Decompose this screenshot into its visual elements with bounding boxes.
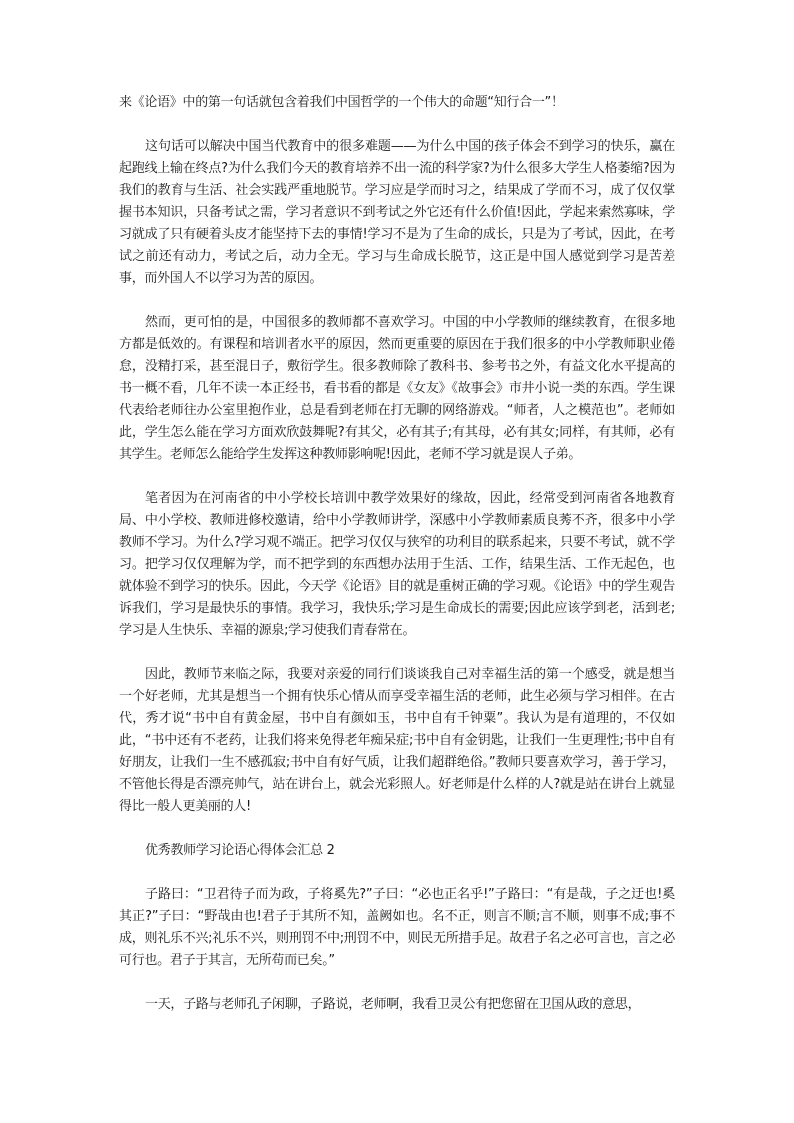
paragraph-intro: 来《论语》中的第一句话就包含着我们中国哲学的一个伟大的命题“知行合一”！ [119, 95, 564, 110]
paragraph-teachers-not-learning: 然而，更可怕的是，中国很多的教师都不喜欢学习。中国的中小学教师的继续教育，在很多地方都是低效的。有课程和培训者水平的原因，然而更重要的原因在于我们很多的中小学教师职业倦怠，没精打采，甚至混日子，敷衍学生。很多教师除了教科书、参考书之外，有益文化水平提高的书一概不看，几年不读一本正经书，看书看的都是《女友》《故事会》市井小说一类的东西。学生课代表给老师往办公室里抱作业，总是看到老师在打无聊的网络游戏。“师者，人之模范也”。老师如此，学生怎么能在学习方面欢欣鼓舞呢?有其父，必有其子;有其母，必有其女;同样，有其师，必有其学生。老师怎么能给学生发挥这种教师影响呢!因此，老师不学习就是误人子弟。 [119, 315, 675, 462]
paragraph-education-problems: 这句话可以解决中国当代教育中的很多难题——为什么中国的孩子体会不到学习的快乐，赢在起跑线上输在终点?为什么我们今天的教育培养不出一流的科学家?为什么很多大学生人格萎缩?因为我们的教育与生活、社会实践严重地脱节。学习应是学而时习之，结果成了学而不习，成了仅仅掌握书本知识，只备考试之需，学习者意识不到考试之外它还有什么价值!因此，学起来索然寡味，学习就成了只有硬着头皮才能坚持下去的事情!学习不是为了生命的成长，只是为了考试，因此，在考试之前还有动力，考试之后，动力全无。学习与生命成长脱节，这正是中国人感觉到学习是苦差事，而外国人不以学习为苦的原因。 [119, 139, 675, 286]
paragraph-teachers-day: 因此，教师节来临之际，我要对亲爱的同行们谈谈我自己对幸福生活的第一个感受，就是想当一个好老师，尤其是想当一个拥有快乐心情从而享受幸福生活的老师，此生必须与学习相伴。在古代，秀才说“书中自有黄金屋，书中自有颜如玉，书中自有千钟粟”。我认为是有道理的，不仅如此，“书中还有不老药，让我们将来免得老年痴呆症;书中自有金钥匙，让我们一生更理性;书中自有好朋友，让我们一生不感孤寂;书中自有好气质，让我们超群绝俗。”教师只要喜欢学习，善于学习，不管他长得是否漂亮帅气，站在讲台上，就会光彩照人。好老师是什么样的人?就是站在讲台上就显得比一般人更美丽的人! [119, 667, 675, 814]
section-heading: 优秀教师学习论语心得体会汇总 2 [145, 843, 335, 858]
paragraph-learning-view: 笔者因为在河南省的中小学校长培训中教学效果好的缘故，因此，经常受到河南省各地教育局、中小学校、教师进修校邀请，给中小学教师讲学，深感中小学教师素质良莠不齐，很多中小学教师不学习。为什么?学习观不端正。把学习仅仅与狭窄的功利目的联系起来，只要不考试，就不学习。把学习仅仅理解为学，而不把学到的东西想办法用于生活、工作，结果生活、工作无起色，也就体验不到学习的快乐。因此，今天学《论语》目的就是重树正确的学习观。《论语》中的学生观告诉我们，学习是最快乐的事情。我学习，我快乐;学习是生命成长的需要;因此应该学到老，活到老;学习是人生快乐、幸福的源泉;学习使我们青春常在。 [119, 491, 675, 638]
paragraph-zilu-quote: 子路曰：“卫君待子而为政，子将奚先?”子曰：“必也正名乎!”子路曰：“有是哉，子之迂也!奚其正?”子曰：“野哉由也!君子于其所不知，盖阙如也。名不正，则言不顺;言不顺，则事不成;事不成，则礼乐不兴;礼乐不兴，则刑罚不中;刑罚不中，则民无所措手足。故君子名之必可言也，言之必可行也。君子于其言，无所苟而已矣。” [119, 887, 675, 968]
document-body [119, 92, 675, 1038]
paragraph-zilu-story: 一天，子路与老师孔子闲聊，子路说，老师啊，我看卫灵公有把您留在卫国从政的意思， [145, 997, 641, 1012]
